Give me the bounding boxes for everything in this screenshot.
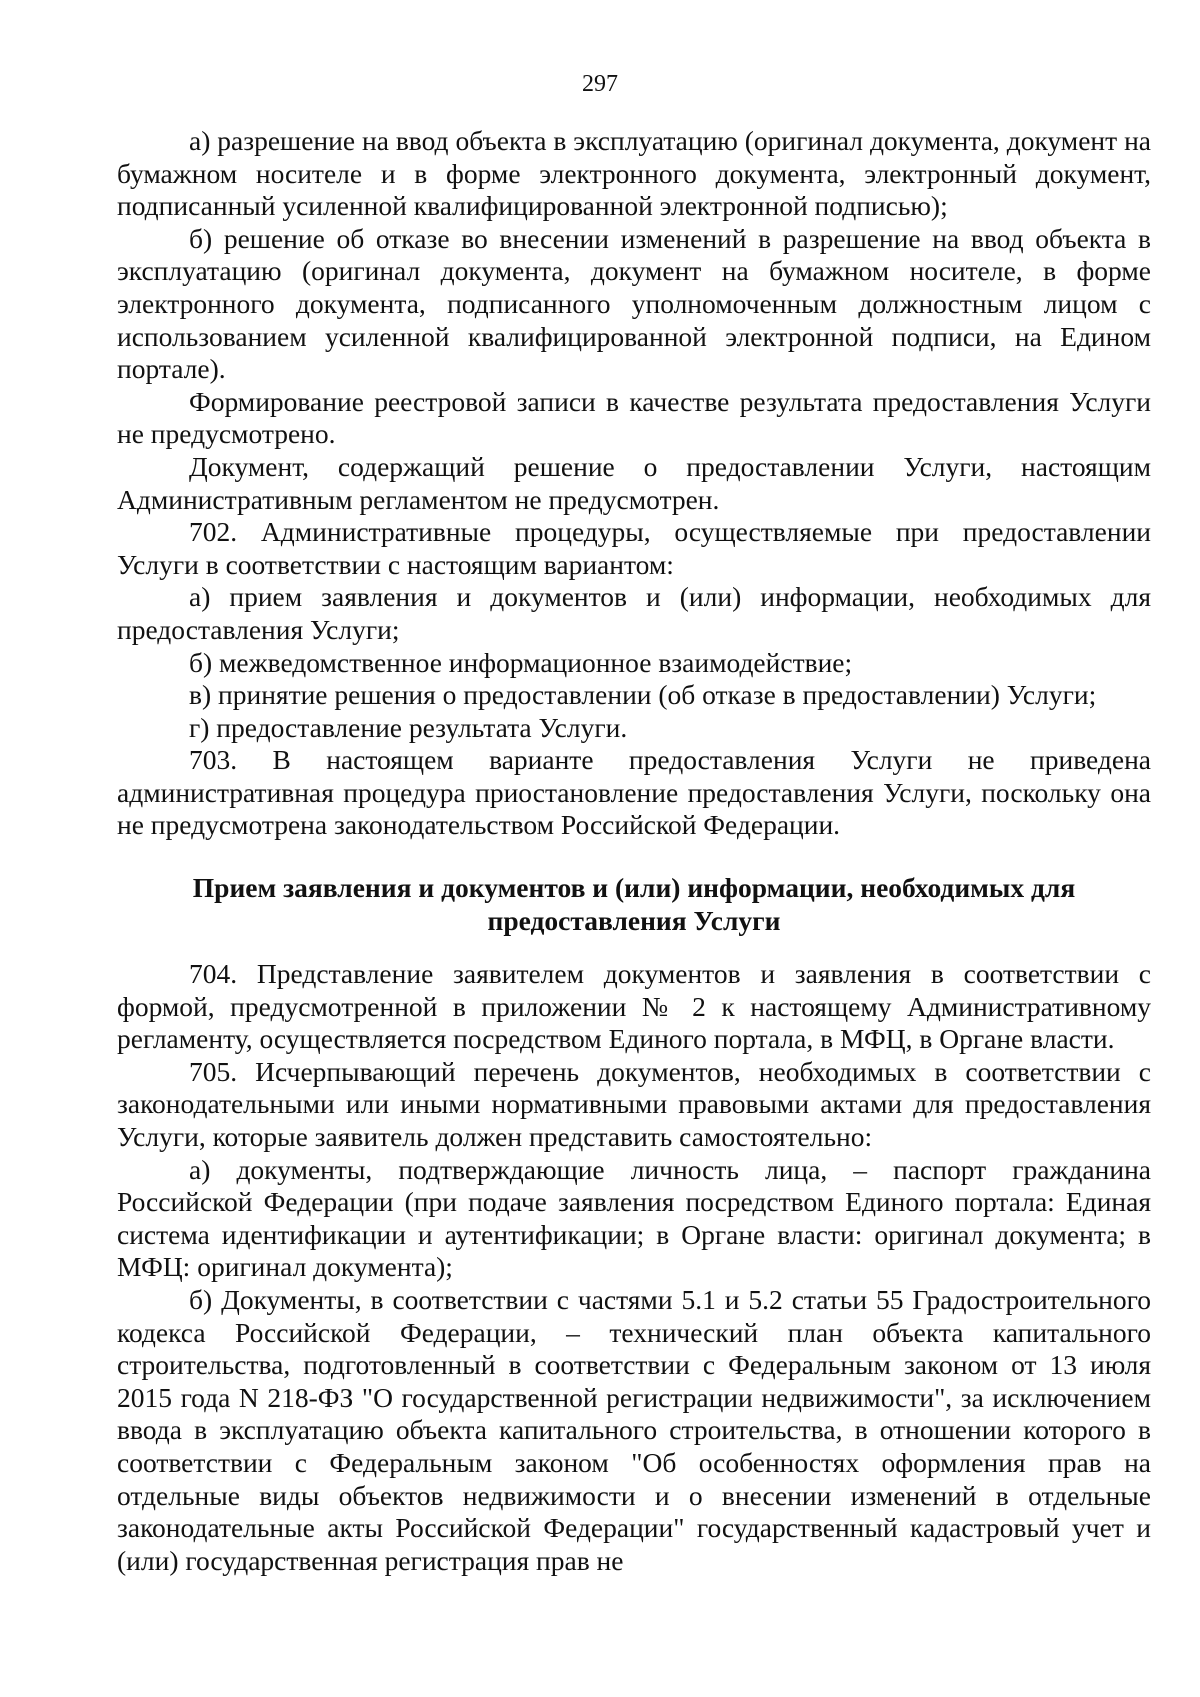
paragraph-registry-record: Формирование реестровой записи в качестве результата предоставления Услуги не предусмотрено. <box>117 385 1151 450</box>
paragraph-702: 702. Административные процедуры, осуществляемые при предоставлении Услуги в соответствии с настоящим вариантом: <box>117 516 1151 580</box>
paragraph-704: 704. Представление заявителем документов и заявления в соответствии с формой, предусмотренной в приложении № 2 к настоящему Административному регламенту, осуществляется посредством Единого портала, в МФЦ, в Органе власти. <box>117 958 1151 1055</box>
section-heading-line-1: Прием заявления и документов и (или) информации, необходимых для <box>192 872 1076 903</box>
paragraph-702-b: б) межведомственное информационное взаимодействие; <box>189 646 853 678</box>
paragraph-702-d: г) предоставление результата Услуги. <box>189 711 628 743</box>
document-body-top <box>117 125 1151 842</box>
document-body-bottom <box>117 958 1151 1577</box>
paragraph-703: 703. В настоящем варианте предоставления Услуги не приведена административная процедура приостановление предоставления Услуги, поскольку она не предусмотрена законодательством Российской Федерации. <box>117 744 1151 841</box>
section-heading-line-2: предоставления Услуги <box>487 904 781 936</box>
paragraph-702-c: в) принятие решения о предоставлении (об отказе в предоставлении) Услуги; <box>189 679 1097 711</box>
paragraph-item-b-refusal: б) решение об отказе во внесении изменений в разрешение на ввод объекта в эксплуатацию (оригинал документа, документ на бумажном носителе, в форме электронного документа, подписанного уполномоченным должностным лицом с использованием усиленной квалифицированной электронной подписи, на Едином портале). <box>117 222 1151 385</box>
paragraph-705: 705. Исчерпывающий перечень документов, необходимых в соответствии с законодательными или иными нормативными правовыми актами для предоставления Услуги, которые заявитель должен представить самостоятельно: <box>117 1055 1151 1152</box>
paragraph-decision-document: Документ, содержащий решение о предоставлении Услуги, настоящим Административным регламентом не предусмотрен. <box>117 450 1151 515</box>
paragraph-702-a: а) прием заявления и документов и (или) информации, необходимых для предоставления Услуги; <box>117 581 1151 645</box>
paragraph-705-b: б) Документы, в соответствии с частями 5.1 и 5.2 статьи 55 Градостроительного кодекса Российской Федерации, – технический план объекта капитального строительства, подготовленный в соответствии с Федеральным законом от 13 июля 2015 года N 218-ФЗ "О государственной регистрации недвижимости", за исключением ввода в эксплуатацию объекта капитального строительства, в отношении которого в соответствии с Федеральным законом "Об особенностях оформления прав на отдельные виды объектов недвижимости и о внесении изменений в отдельные законодательные акты Российской Федерации" государственный кадастровый учет и (или) государственная регистрация прав не <box>117 1283 1151 1576</box>
page-number: 297 <box>582 71 618 97</box>
paragraph-705-a: а) документы, подтверждающие личность лица, – паспорт гражданина Российской Федерации (при подаче заявления посредством Единого портала: Единая система идентификации и аутентификации; в Органе власти: оригинал документа; в МФЦ: оригинал документа); <box>117 1153 1151 1283</box>
section-heading <box>117 872 1151 937</box>
paragraph-item-a-permit: а) разрешение на ввод объекта в эксплуатацию (оригинал документа, документ на бумажном носителе и в форме электронного документа, электронный документ, подписанный усиленной квалифицированной электронной подписью); <box>117 125 1151 222</box>
